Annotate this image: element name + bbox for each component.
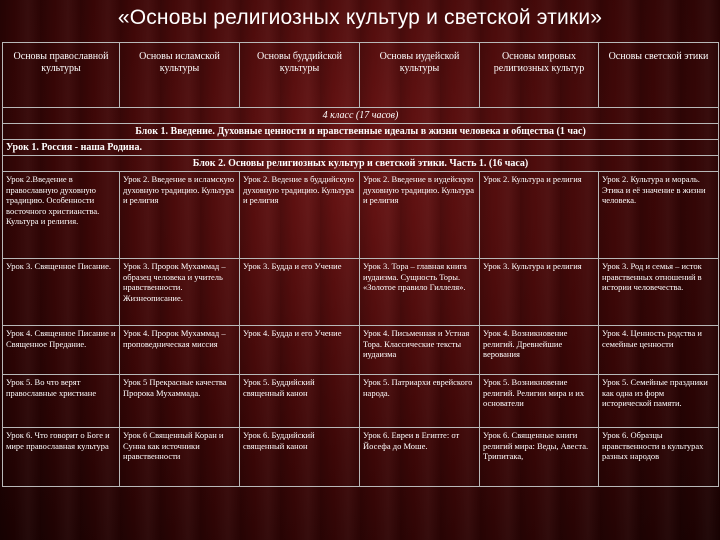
table-row bbox=[3, 326, 719, 375]
table-cell: Урок 6. Образцы нравственности в культурах разных народов bbox=[599, 428, 719, 487]
table-row bbox=[3, 172, 719, 259]
table-cell: Урок 5. Буддийский священный канон bbox=[240, 375, 360, 428]
table-cell: Урок 2.Введение в православную духовную традицию. Особенности восточного христианства. Культура и религия. bbox=[3, 172, 120, 259]
page-title: «Основы религиозных культур и светской этики» bbox=[117, 6, 603, 29]
table-cell: Урок 4. Возникновение религий. Древнейшие верования bbox=[480, 326, 599, 375]
table-cell: Урок 2. Культура и религия bbox=[480, 172, 599, 259]
table-row bbox=[3, 428, 719, 487]
grade-row bbox=[3, 108, 719, 124]
table-cell: Урок 6. Священные книги религий мира: Веды, Авеста. Трипитака, bbox=[480, 428, 599, 487]
lesson1-label: Урок 1. Россия - наша Родина. bbox=[3, 140, 719, 156]
curriculum-table bbox=[2, 42, 719, 487]
table-cell: Урок 2. Ведение в буддийскую духовную традицию. Культура и религия bbox=[240, 172, 360, 259]
table-cell: Урок 6. Евреи в Египте: от Йосефа до Моше. bbox=[360, 428, 480, 487]
table-cell: Урок 3. Род и семья – исток нравственных отношений в истории человечества. bbox=[599, 259, 719, 326]
block2-label: Блок 2. Основы религиозных культур и светской этики. Часть 1. (16 часа) bbox=[3, 156, 719, 172]
table-cell: Урок 2. Введение в исламскую духовную традицию. Культура и религия bbox=[120, 172, 240, 259]
table-cell: Урок 6. Буддийский священный канон bbox=[240, 428, 360, 487]
table-cell: Урок 4. Священное Писание и Священное Предание. bbox=[3, 326, 120, 375]
block1-row bbox=[3, 124, 719, 140]
table-cell: Урок 5. Патриархи еврейского народа. bbox=[360, 375, 480, 428]
table-cell: Урок 5. Во что верят православные христиане bbox=[3, 375, 120, 428]
header-row bbox=[3, 43, 719, 108]
header-secular-ethics: Основы светской этики bbox=[599, 43, 719, 108]
table-cell: Урок 4. Письменная и Устная Тора. Классические тексты иудаизма bbox=[360, 326, 480, 375]
grade-label: 4 класс (17 часов) bbox=[3, 108, 719, 124]
table-cell: Урок 3. Священное Писание. bbox=[3, 259, 120, 326]
table-cell: Урок 6 Священный Коран и Сунна как источники нравственности bbox=[120, 428, 240, 487]
table-cell: Урок 4. Будда и его Учение bbox=[240, 326, 360, 375]
table-cell: Урок 5 Прекрасные качества Пророка Мухаммада. bbox=[120, 375, 240, 428]
table-cell: Урок 5. Возникновение религий. Религии мира и их основатели bbox=[480, 375, 599, 428]
header-orthodox: Основы православной культуры bbox=[3, 43, 120, 108]
table-cell: Урок 3. Культура и религия bbox=[480, 259, 599, 326]
block2-row bbox=[3, 156, 719, 172]
table-cell: Урок 4. Пророк Мухаммад – проповедническая миссия bbox=[120, 326, 240, 375]
table-cell: Урок 3. Будда и его Учение bbox=[240, 259, 360, 326]
table-cell: Урок 6. Что говорит о Боге и мире православная культура bbox=[3, 428, 120, 487]
header-world-religions: Основы мировых религиозных культур bbox=[480, 43, 599, 108]
header-islamic: Основы исламской культуры bbox=[120, 43, 240, 108]
table-cell: Урок 3. Тора – главная книга иудаизма. Сущность Торы. «Золотое правило Гиллеля». bbox=[360, 259, 480, 326]
table-cell: Урок 2. Культура и мораль. Этика и её значение в жизни человека. bbox=[599, 172, 719, 259]
table-cell: Урок 3. Пророк Мухаммад – образец человека и учитель нравственности. Жизнеописание. bbox=[120, 259, 240, 326]
table-row bbox=[3, 259, 719, 326]
header-judaic: Основы иудейской культуры bbox=[360, 43, 480, 108]
table-cell: Урок 5. Семейные праздники как одна из форм исторической памяти. bbox=[599, 375, 719, 428]
lesson1-row bbox=[3, 140, 719, 156]
table-cell: Урок 4. Ценность родства и семейные ценности bbox=[599, 326, 719, 375]
block1-label: Блок 1. Введение. Духовные ценности и нравственные идеалы в жизни человека и общества (1 час) bbox=[3, 124, 719, 140]
table-cell: Урок 2. Введение в иудейскую духовную традицию. Культура и религия bbox=[360, 172, 480, 259]
table-row bbox=[3, 375, 719, 428]
header-buddhist: Основы буддийской культуры bbox=[240, 43, 360, 108]
